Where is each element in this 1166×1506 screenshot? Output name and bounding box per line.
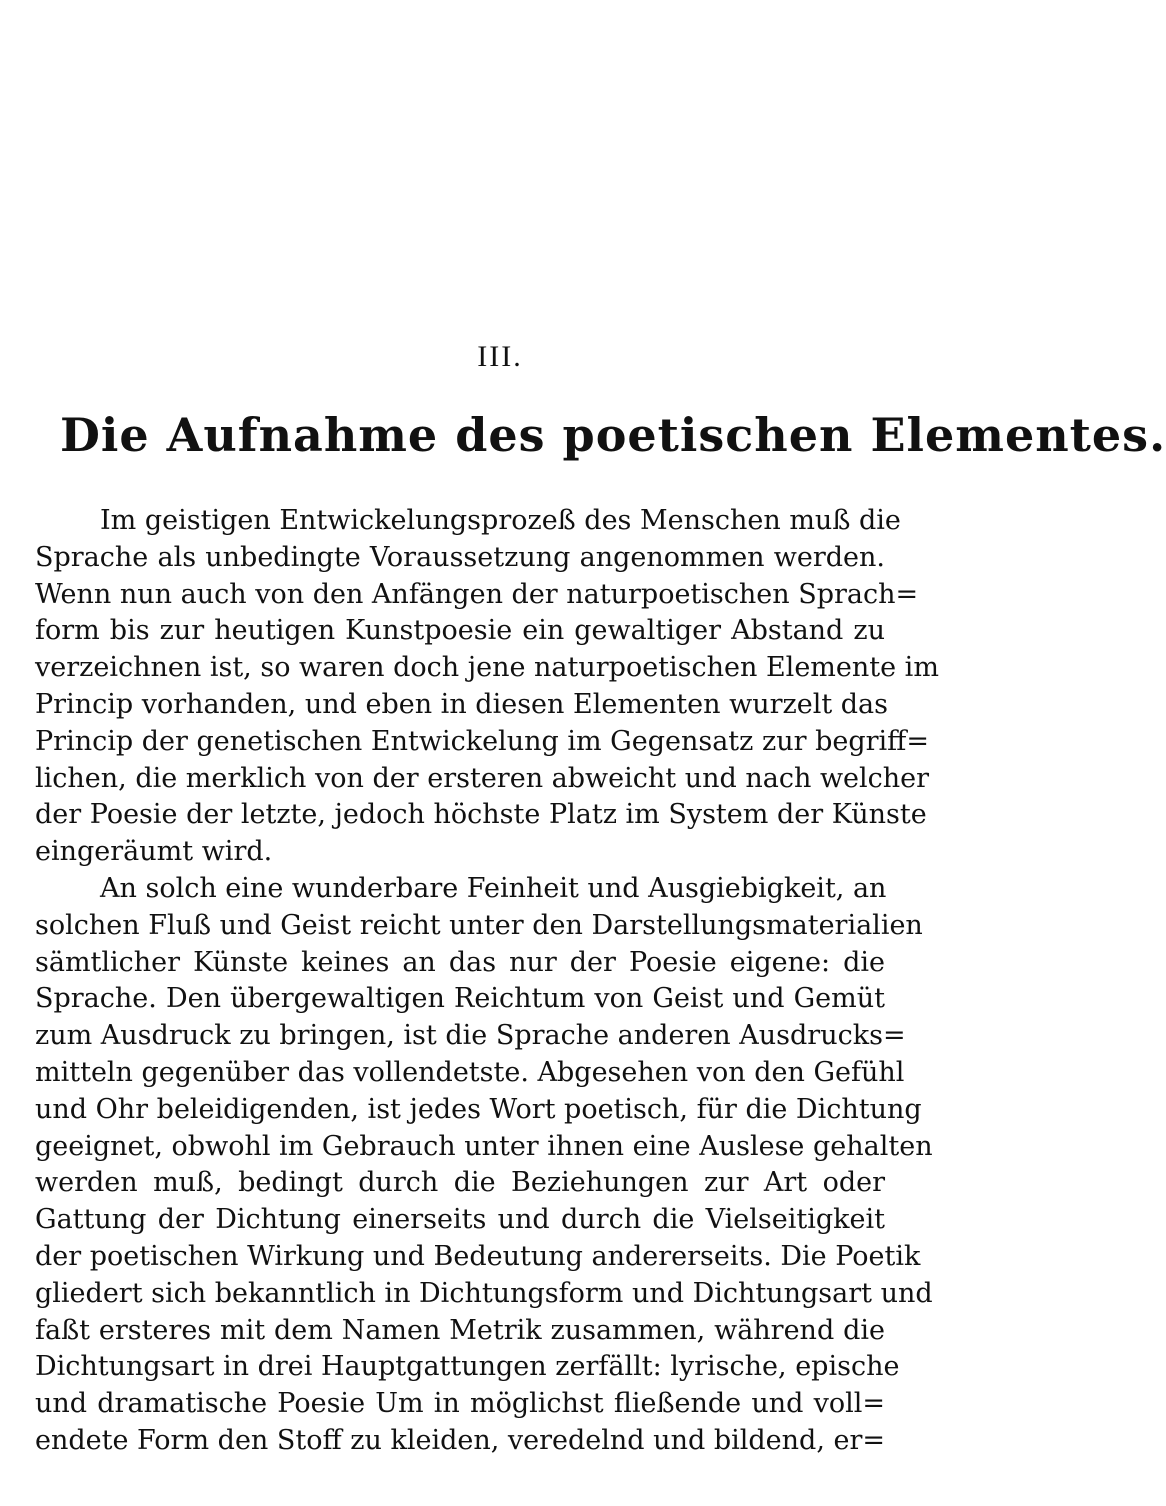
text-line: verzeichnen ist, so waren doch jene naturpoetischen Elemente im: [35, 652, 939, 684]
text-line: Princip vorhanden, und eben in diesen Elementen wurzelt das: [35, 688, 889, 720]
paragraph-1: [35, 503, 939, 871]
text-line: der Poesie der letzte, jedoch höchste Platz im System der Künste: [35, 799, 927, 831]
text-line: sämtlicher Künste keines an das nur der Poesie eigene: die: [35, 946, 885, 978]
text-line: form bis zur heutigen Kunstpoesie ein gewaltiger Abstand zu: [35, 615, 885, 647]
text-line: Gattung der Dichtung einerseits und durch die Vielseitigkeit: [35, 1204, 885, 1236]
text-line: werden muß, bedingt durch die Beziehungen zur Art oder: [35, 1167, 885, 1199]
text-line: lichen, die merklich von der ersteren abweicht und nach welcher: [35, 762, 930, 794]
text-line: geeignet, obwohl im Gebrauch unter ihnen eine Auslese gehalten: [35, 1130, 933, 1162]
paragraph-2: [35, 871, 933, 1460]
text-line: zum Ausdruck zu bringen, ist die Sprache anderen Ausdrucks=: [35, 1020, 906, 1052]
text-line: und dramatische Poesie Um in möglichst fließende und voll=: [35, 1388, 885, 1420]
text-line: solchen Fluß und Geist reicht unter den Darstellungsmaterialien: [35, 909, 923, 941]
text-line: An solch eine wunderbare Feinheit und Ausgiebigkeit, an: [100, 872, 887, 904]
text-line: und Ohr beleidigenden, ist jedes Wort poetisch, für die Dichtung: [35, 1093, 922, 1125]
text-line: der poetischen Wirkung und Bedeutung andererseits. Die Poetik: [35, 1240, 921, 1272]
text-line: faßt ersteres mit dem Namen Metrik zusammen, während die: [35, 1314, 885, 1346]
chapter-number: III.: [477, 340, 523, 373]
text-line: Sprache. Den übergewaltigen Reichtum von Geist und Gemüt: [35, 983, 885, 1015]
text-line: eingeräumt wird.: [35, 836, 273, 868]
text-line: Sprache als unbedingte Voraussetzung angenommen werden.: [35, 541, 885, 573]
text-line: endete Form den Stoff zu kleiden, veredelnd und bildend, er=: [35, 1424, 885, 1456]
text-line: Princip der genetischen Entwickelung im Gegensatz zur begriff=: [35, 725, 929, 757]
text-line: Im geistigen Entwickelungsprozeß des Menschen muß die: [100, 505, 901, 536]
text-line: gliedert sich bekanntlich in Dichtungsform und Dichtungsart und: [35, 1277, 933, 1309]
text-line: Dichtungsart in drei Hauptgattungen zerfällt: lyrische, epische: [35, 1351, 900, 1383]
chapter-title: Die Aufnahme des poetischen Elementes.: [60, 408, 1166, 462]
body-text: [35, 503, 939, 1460]
text-line: Wenn nun auch von den Anfängen der naturpoetischen Sprach=: [35, 578, 919, 610]
text-line: mitteln gegenüber das vollendetste. Abgesehen von den Gefühl: [35, 1056, 905, 1088]
